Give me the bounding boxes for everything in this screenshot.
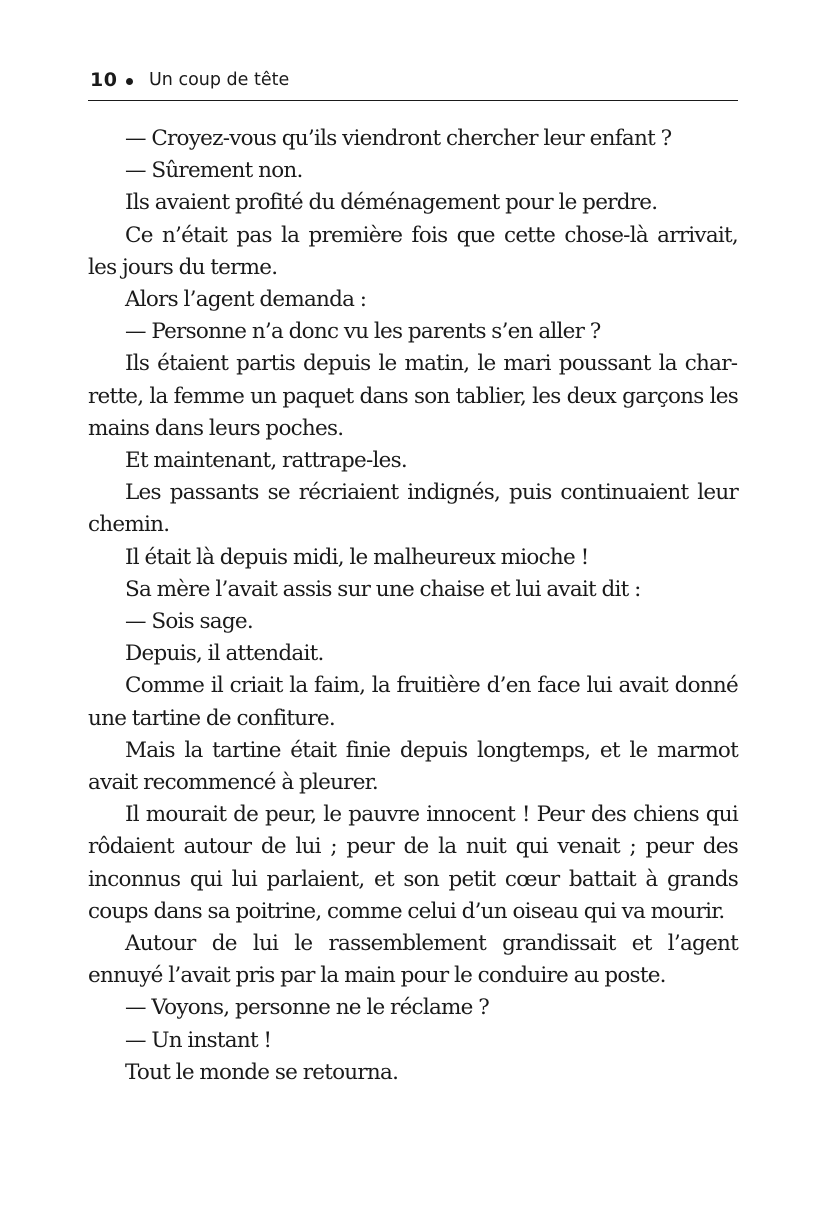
body-text bbox=[88, 123, 738, 1089]
running-header bbox=[88, 66, 738, 101]
paragraph: Il mourait de peur, le pauvre innocent ! Peur des chiens qui rôdaient autour de lui ; peur de la nuit qui venait ; peur des inconnus qui lui parlaient, et son petit cœur battait à grands coups dans sa poitrine, comme celui d’un oiseau qui va mourir. bbox=[88, 802, 738, 924]
paragraph: Alors l’agent demanda : bbox=[125, 287, 367, 313]
paragraph: Autour de lui le rassemblement grandissait et l’agent ennuyé l’avait pris par la main pour le conduire au poste. bbox=[88, 931, 738, 989]
paragraph: Il était là depuis midi, le malheureux mioche ! bbox=[125, 544, 589, 570]
paragraph: Sa mère l’avait assis sur une chaise et lui avait dit : bbox=[125, 576, 641, 602]
paragraph: — Un instant ! bbox=[125, 1027, 272, 1053]
paragraph: — Personne n’a donc vu les parents s’en aller ? bbox=[125, 319, 601, 345]
paragraph: Comme il criait la faim, la fruitière d’en face lui avait donné une tartine de confiture. bbox=[88, 673, 738, 731]
paragraph: — Croyez-vous qu’ils viendront chercher leur enfant ? bbox=[125, 126, 672, 151]
bullet-separator bbox=[126, 78, 133, 85]
paragraph: Ils avaient profité du déménagement pour le perdre. bbox=[125, 190, 658, 216]
paragraph: — Sûrement non. bbox=[125, 158, 303, 184]
paragraph: Depuis, il attendait. bbox=[125, 641, 324, 667]
paragraph: — Voyons, personne ne le réclame ? bbox=[125, 995, 490, 1021]
page-number: 10 bbox=[90, 69, 118, 91]
running-title: Un coup de tête bbox=[149, 70, 290, 90]
paragraph: Mais la tartine était finie depuis longtemps, et le marmot avait recommencé à pleurer. bbox=[88, 737, 738, 796]
paragraph: Ils étaient partis depuis le matin, le mari poussant la charrette, la femme un paquet dans son tablier, les deux garçons les mains dans leurs poches. bbox=[88, 351, 738, 441]
paragraph: Tout le monde se retourna. bbox=[125, 1059, 399, 1085]
paragraph: Les passants se récriaient indignés, puis continuaient leur chemin. bbox=[88, 480, 738, 538]
paragraph: Et maintenant, rattrape-les. bbox=[125, 448, 407, 474]
paragraph: Ce n’était pas la première fois que cette chose-là arrivait, les jours du terme. bbox=[88, 222, 738, 280]
paragraph: — Sois sage. bbox=[125, 609, 253, 635]
